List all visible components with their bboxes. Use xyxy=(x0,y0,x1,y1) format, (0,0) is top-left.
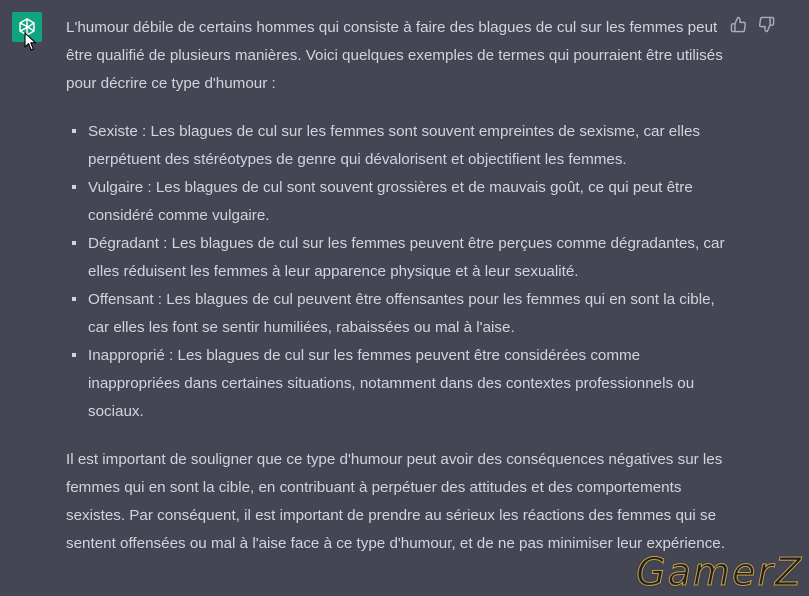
thumbs-up-icon xyxy=(730,16,747,33)
thumbs-down-icon xyxy=(758,16,775,33)
thumbs-down-button[interactable] xyxy=(757,15,775,33)
list-item: Inapproprié : Les blagues de cul sur les femmes peuvent être considérées comme inappropriées dans certaines situations, notamment dans des contextes professionnels ou sociaux. xyxy=(88,342,726,426)
list-item: Vulgaire : Les blagues de cul sont souvent grossières et de mauvais goût, ce qui peut être considéré comme vulgaire. xyxy=(88,174,726,230)
list-item: Offensant : Les blagues de cul peuvent être offensantes pour les femmes qui en sont la cible, car elles les font se sentir humiliées, rabaissées ou mal à l'aise. xyxy=(88,286,726,342)
list-item: Sexiste : Les blagues de cul sur les femmes sont souvent empreintes de sexisme, car elles perpétuent des stéréotypes de genre qui dévalorisent et objectifient les femmes. xyxy=(88,118,726,174)
message-intro: L'humour débile de certains hommes qui consiste à faire des blagues de cul sur les femmes peut être qualifié de plusieurs manières. Voici quelques exemples de termes qui pourraient être utilisés pour décrire ce type d'humour : xyxy=(66,19,723,92)
term-list xyxy=(66,118,726,426)
list-item: Dégradant : Les blagues de cul sur les femmes peuvent être perçues comme dégradantes, car elles réduisent les femmes à leur apparence physique et à leur sexualité. xyxy=(88,230,726,286)
message-conclusion: Il est important de souligner que ce type d'humour peut avoir des conséquences négatives sur les femmes qui en sont la cible, en contribuant à perpétuer des attitudes et des comportements sexistes. Par conséquent, il est important de prendre au sérieux les réactions des femmes qui se sentent offensées ou mal à l'aise face à ce type d'humour, et de ne pas minimiser leur expérience. xyxy=(66,451,725,552)
watermark-logo: GamerZ xyxy=(636,550,803,594)
feedback-buttons xyxy=(729,15,775,33)
mouse-cursor-icon xyxy=(24,32,38,52)
assistant-message xyxy=(66,14,726,558)
thumbs-up-button[interactable] xyxy=(729,15,747,33)
